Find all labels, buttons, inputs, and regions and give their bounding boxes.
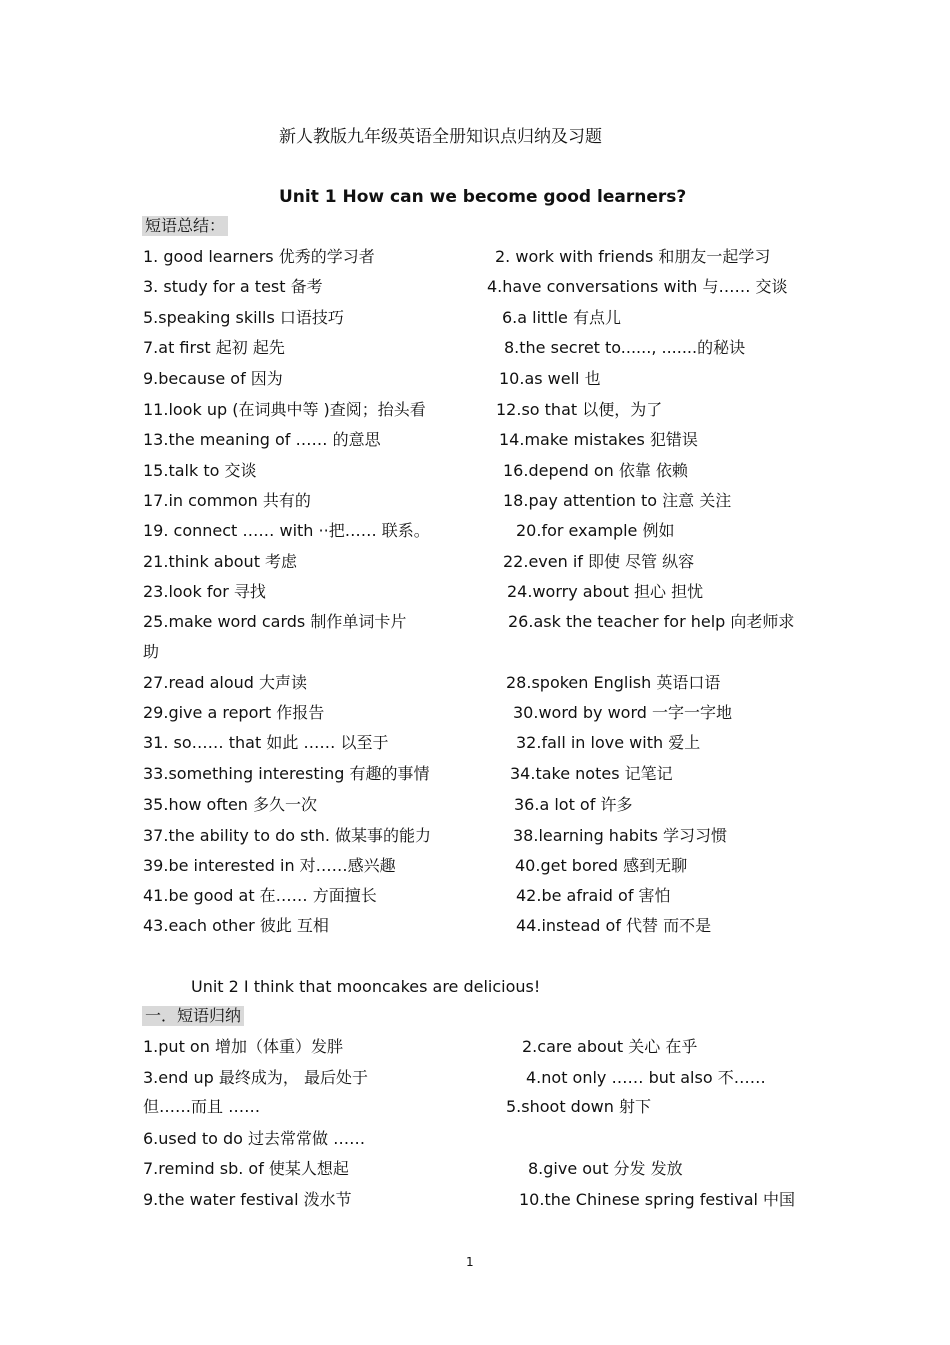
unit2-heading: Unit 2 I think that mooncakes are delicious! <box>191 977 541 996</box>
phrase-item: 20.for example 例如 <box>516 521 675 540</box>
phrase-item: 15.talk to 交谈 <box>143 461 257 480</box>
unit2-section-label: 一．短语归纳 <box>142 1006 244 1026</box>
phrase-item: 30.word by word 一字一字地 <box>513 703 732 722</box>
phrase-item: 8.give out 分发 发放 <box>528 1159 683 1178</box>
phrase-item: 5.shoot down 射下 <box>506 1097 651 1116</box>
phrase-item: 37.the ability to do sth. 做某事的能力 <box>143 826 432 845</box>
phrase-item: 3.end up 最终成为， 最后处于 <box>143 1068 368 1087</box>
phrase-item: 10.the Chinese spring festival 中国 <box>519 1190 796 1209</box>
phrase-item: 16.depend on 依靠 依赖 <box>503 461 688 480</box>
phrase-item: 4.have conversations with 与…… 交谈 <box>487 277 788 296</box>
phrase-item: 12.so that 以便，为了 <box>496 400 663 419</box>
phrase-item: 32.fall in love with 爱上 <box>516 733 701 752</box>
phrase-item: 2. work with friends 和朋友一起学习 <box>495 247 771 266</box>
phrase-item: 6.used to do 过去常常做 …… <box>143 1129 366 1148</box>
phrase-item: 8.the secret to......, .......的秘诀 <box>504 338 746 357</box>
unit1-section-label: 短语总结： <box>142 216 228 236</box>
phrase-item: 3. study for a test 备考 <box>143 277 323 296</box>
phrase-item: 7.at first 起初 起先 <box>143 338 285 357</box>
phrase-item: 17.in common 共有的 <box>143 491 311 510</box>
phrase-item: 36.a lot of 许多 <box>514 795 633 814</box>
phrase-item: 19. connect …… with ··把…… 联系。 <box>143 521 430 540</box>
phrase-item: 1. good learners 优秀的学习者 <box>143 247 375 266</box>
phrase-item: 6.a little 有点儿 <box>502 308 621 327</box>
phrase-item: 27.read aloud 大声读 <box>143 673 307 692</box>
phrase-item: 33.something interesting 有趣的事情 <box>143 764 430 783</box>
document-title: 新人教版九年级英语全册知识点归纳及习题 <box>279 127 602 147</box>
phrase-item: 38.learning habits 学习习惯 <box>513 826 728 845</box>
phrase-item: 21.think about 考虑 <box>143 552 298 571</box>
phrase-item: 1.put on 增加（体重）发胖 <box>143 1037 343 1056</box>
page-number: 1 <box>466 1255 474 1269</box>
phrase-item: 18.pay attention to 注意 关注 <box>503 491 732 510</box>
phrase-item: 39.be interested in 对……感兴趣 <box>143 856 396 875</box>
phrase-item: 41.be good at 在…… 方面擅长 <box>143 886 377 905</box>
phrase-item: 44.instead of 代替 而不是 <box>516 916 712 935</box>
phrase-item: 31. so…… that 如此 …… 以至于 <box>143 733 389 752</box>
phrase-item: 7.remind sb. of 使某人想起 <box>143 1159 349 1178</box>
phrase-item: 9.the water festival 泼水节 <box>143 1190 352 1209</box>
phrase-item: 10.as well 也 <box>499 369 601 388</box>
phrase-item: 40.get bored 感到无聊 <box>515 856 688 875</box>
phrase-item: 5.speaking skills 口语技巧 <box>143 308 344 327</box>
phrase-item: 11.look up (在词典中等 )查阅；抬头看 <box>143 400 426 419</box>
phrase-item: 但……而且 …… <box>143 1097 261 1116</box>
phrase-item: 4.not only …… but also 不…… <box>526 1068 766 1087</box>
phrase-item: 29.give a report 作报告 <box>143 703 325 722</box>
unit1-heading: Unit 1 How can we become good learners? <box>279 187 687 207</box>
phrase-item: 24.worry about 担心 担忧 <box>507 582 704 601</box>
phrase-item: 42.be afraid of 害怕 <box>516 886 671 905</box>
phrase-item: 43.each other 彼此 互相 <box>143 916 329 935</box>
phrase-item: 34.take notes 记笔记 <box>510 764 673 783</box>
phrase-item: 2.care about 关心 在乎 <box>522 1037 698 1056</box>
phrase-item: 25.make word cards 制作单词卡片 <box>143 612 407 631</box>
phrase-item: 26.ask the teacher for help 向老师求 <box>508 612 795 631</box>
phrase-item: 22.even if 即使 尽管 纵容 <box>503 552 695 571</box>
phrase-item: 28.spoken English 英语口语 <box>506 673 721 692</box>
phrase-item: 13.the meaning of …… 的意思 <box>143 430 381 449</box>
phrase-item: 23.look for 寻找 <box>143 582 266 601</box>
phrase-item: 35.how often 多久一次 <box>143 795 318 814</box>
phrase-item: 14.make mistakes 犯错误 <box>499 430 698 449</box>
phrase-item: 9.because of 因为 <box>143 369 283 388</box>
phrase-item: 助 <box>143 642 160 661</box>
